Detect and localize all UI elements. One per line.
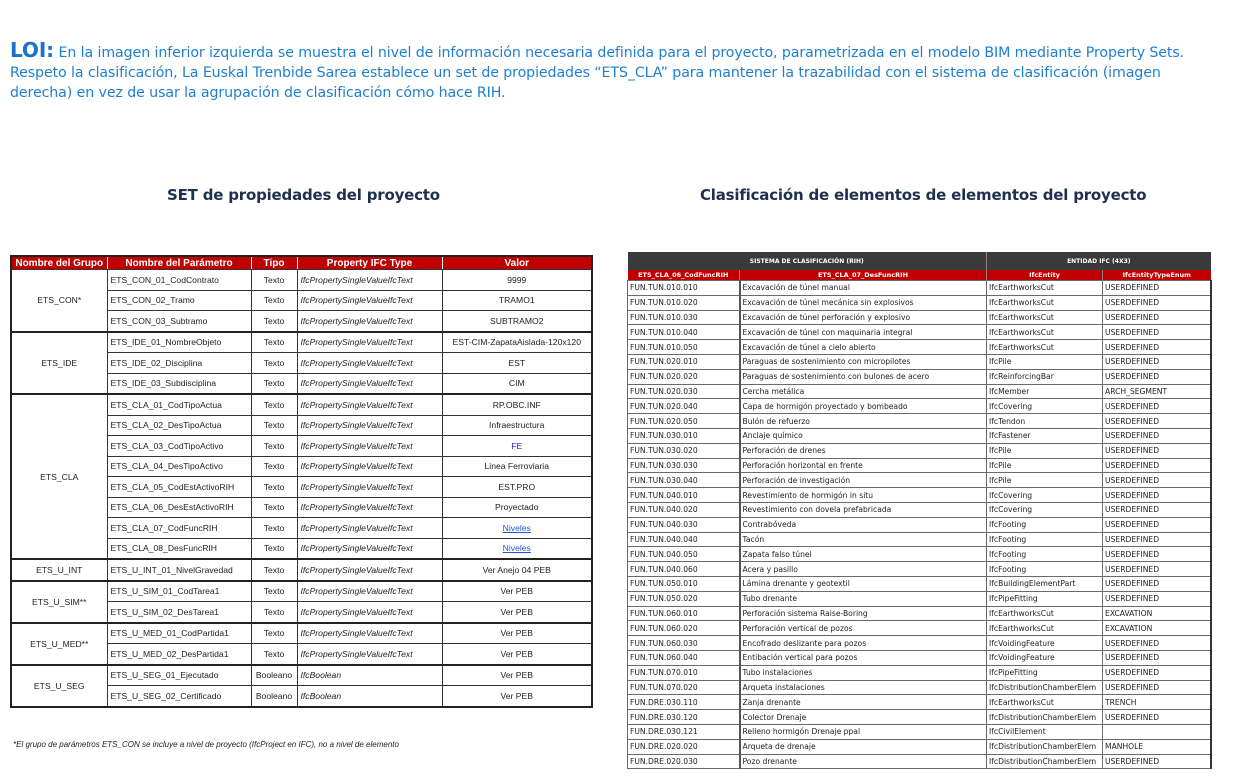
classification-row (628, 517, 1211, 532)
value-cell: EST-CIM-ZapataAislada-120x120 (442, 332, 592, 353)
des-func-cell: Excavación de túnel a cielo abierto (740, 340, 987, 355)
classification-super-header-row (628, 252, 1211, 270)
classification-row (628, 532, 1211, 547)
group-name-cell: ETS_U_MED** (11, 623, 107, 665)
param-name-cell: ETS_CLA_02_DesTipoActua (107, 415, 251, 436)
cod-func-cell: FUN.TUN.040.030 (628, 517, 740, 532)
ifc-enum-cell: EXCAVATION (1103, 621, 1211, 636)
cod-func-cell: FUN.TUN.020.020 (628, 369, 740, 384)
param-name-cell: ETS_CON_03_Subtramo (107, 311, 251, 332)
classification-row (628, 310, 1211, 325)
ifc-entity-cell: IfcFooting (987, 562, 1103, 577)
type-cell: Texto (251, 290, 297, 311)
header-ifc-entity: IfcEntity (987, 270, 1103, 281)
classification-row (628, 281, 1211, 296)
ifc-type-cell: IfcPropertySingleValueIfcText (297, 602, 442, 623)
super-header-classification: SISTEMA DE CLASIFICACIÓN (RIH) (628, 252, 987, 270)
ifc-enum-cell: USERDEFINED (1103, 665, 1211, 680)
footnote: *El grupo de parámetros ETS_CON se incluye a nivel de proyecto (IfcProject en IFC), no a nivel de elemento (13, 740, 399, 749)
des-func-cell: Lámina drenante y geotextil (740, 576, 987, 591)
des-func-cell: Arqueta de drenaje (740, 739, 987, 754)
classification-row (628, 636, 1211, 651)
classification-row (628, 591, 1211, 606)
param-name-cell: ETS_CLA_07_CodFuncRIH (107, 518, 251, 539)
ifc-entity-cell: IfcVoidingFeature (987, 636, 1103, 651)
value-link[interactable]: Niveles (502, 522, 531, 533)
ifc-entity-cell: IfcCivilElement (987, 724, 1103, 739)
group-name-cell: ETS_CON* (11, 270, 107, 332)
des-func-cell: Colector Drenaje (740, 710, 987, 725)
intro-text: En la imagen inferior izquierda se muestra el nivel de información necesaria definida para el proyecto, parametrizada en el modelo BIM mediante Property Sets. Respeto la clasificación, La Euskal Trenbide Sarea establece un set de propiedades “ETS_CLA” para mantener la trazabilidad con el sistema de clasificación (imagen derecha) en vez de usar la agrupación de clasificación cómo hace RIH. (10, 45, 1185, 101)
param-name-cell: ETS_CLA_03_CodTipoActivo (107, 436, 251, 457)
value-cell: Linea Ferroviaria (442, 456, 592, 477)
ifc-type-cell: IfcPropertySingleValueIfcText (297, 436, 442, 457)
type-cell: Texto (251, 353, 297, 374)
des-func-cell: Revestimiento con dovela prefabricada (740, 502, 987, 517)
ifc-entity-cell: IfcEarthworksCut (987, 310, 1103, 325)
classification-row (628, 547, 1211, 562)
ifc-entity-cell: IfcFooting (987, 547, 1103, 562)
ifc-entity-cell: IfcEarthworksCut (987, 695, 1103, 710)
value-cell: Ver PEB (442, 623, 592, 644)
classification-row (628, 399, 1211, 414)
cod-func-cell: FUN.TUN.040.060 (628, 562, 740, 577)
type-cell: Texto (251, 581, 297, 602)
cod-func-cell: FUN.TUN.040.020 (628, 502, 740, 517)
ifc-enum-cell: USERDEFINED (1103, 325, 1211, 340)
ifc-enum-cell: USERDEFINED (1103, 636, 1211, 651)
cod-func-cell: FUN.TUN.060.020 (628, 621, 740, 636)
type-cell: Texto (251, 497, 297, 518)
param-name-cell: ETS_U_INT_01_NivelGravedad (107, 559, 251, 581)
ifc-enum-cell: USERDEFINED (1103, 473, 1211, 488)
ifc-enum-cell: USERDEFINED (1103, 428, 1211, 443)
ifc-enum-cell: USERDEFINED (1103, 354, 1211, 369)
type-cell: Texto (251, 394, 297, 415)
ifc-enum-cell: MANHOLE (1103, 739, 1211, 754)
ifc-type-cell: IfcPropertySingleValueIfcText (297, 581, 442, 602)
cod-func-cell: FUN.TUN.010.030 (628, 310, 740, 325)
value-cell: Ver PEB (442, 644, 592, 665)
cod-func-cell: FUN.TUN.030.030 (628, 458, 740, 473)
cod-func-cell: FUN.TUN.020.030 (628, 384, 740, 399)
ifc-entity-cell: IfcPipeFitting (987, 665, 1103, 680)
ifc-enum-cell: USERDEFINED (1103, 281, 1211, 296)
ifc-enum-cell: EXCAVATION (1103, 606, 1211, 621)
ifc-entity-cell: IfcCovering (987, 399, 1103, 414)
classification-row (628, 502, 1211, 517)
des-func-cell: Encofrado deslizante para pozos (740, 636, 987, 651)
value-cell (442, 518, 592, 539)
value-cell: CIM (442, 373, 592, 394)
cod-func-cell: FUN.TUN.020.010 (628, 354, 740, 369)
value-cell: 9999 (442, 270, 592, 291)
header-param-name: Nombre del Parámetro (107, 256, 251, 270)
value-cell: Ver Anejo 04 PEB (442, 559, 592, 581)
ifc-type-cell: IfcPropertySingleValueIfcText (297, 518, 442, 539)
ifc-enum-cell: USERDEFINED (1103, 399, 1211, 414)
cod-func-cell: FUN.TUN.060.030 (628, 636, 740, 651)
des-func-cell: Perforación de investigación (740, 473, 987, 488)
ifc-entity-cell: IfcMember (987, 384, 1103, 399)
ifc-entity-cell: IfcReinforcingBar (987, 369, 1103, 384)
ifc-enum-cell: USERDEFINED (1103, 562, 1211, 577)
ifc-type-cell: IfcBoolean (297, 686, 442, 707)
des-func-cell: Arqueta instalaciones (740, 680, 987, 695)
type-cell: Texto (251, 415, 297, 436)
param-name-cell: ETS_IDE_03_Subdisciplina (107, 373, 251, 394)
header-type: Tipo (251, 256, 297, 270)
ifc-entity-cell: IfcEarthworksCut (987, 606, 1103, 621)
type-cell: Booleano (251, 686, 297, 707)
cod-func-cell: FUN.TUN.010.010 (628, 281, 740, 296)
type-cell: Texto (251, 538, 297, 559)
classification-row (628, 488, 1211, 503)
ifc-type-cell: IfcPropertySingleValueIfcText (297, 477, 442, 498)
ifc-entity-cell: IfcCovering (987, 488, 1103, 503)
param-name-cell: ETS_CLA_08_DesFuncRIH (107, 538, 251, 559)
cod-func-cell: FUN.TUN.070.010 (628, 665, 740, 680)
property-sets-body (11, 270, 592, 707)
ifc-enum-cell: USERDEFINED (1103, 710, 1211, 725)
type-cell: Texto (251, 602, 297, 623)
value-cell: EST (442, 353, 592, 374)
des-func-cell: Zanja drenante (740, 695, 987, 710)
ifc-entity-cell: IfcEarthworksCut (987, 340, 1103, 355)
cod-func-cell: FUN.TUN.040.010 (628, 488, 740, 503)
classification-row (628, 621, 1211, 636)
ifc-type-cell: IfcPropertySingleValueIfcText (297, 559, 442, 581)
param-name-cell: ETS_IDE_02_Disciplina (107, 353, 251, 374)
ifc-entity-cell: IfcPile (987, 354, 1103, 369)
classification-row (628, 414, 1211, 429)
value-cell: Ver PEB (442, 665, 592, 686)
classification-row (628, 354, 1211, 369)
cod-func-cell: FUN.TUN.050.010 (628, 576, 740, 591)
des-func-cell: Perforación vertical de pozos (740, 621, 987, 636)
des-func-cell: Excavación de túnel perforación y explosivo (740, 310, 987, 325)
ifc-type-cell: IfcPropertySingleValueIfcText (297, 332, 442, 353)
classification-row (628, 606, 1211, 621)
des-func-cell: Anclaje químico (740, 428, 987, 443)
type-cell: Texto (251, 311, 297, 332)
des-func-cell: Paraguas de sostenimiento con micropilotes (740, 354, 987, 369)
ifc-type-cell: IfcPropertySingleValueIfcText (297, 353, 442, 374)
ifc-enum-cell: USERDEFINED (1103, 443, 1211, 458)
cod-func-cell: FUN.TUN.010.050 (628, 340, 740, 355)
param-name-cell: ETS_IDE_01_NombreObjeto (107, 332, 251, 353)
ifc-entity-cell: IfcEarthworksCut (987, 621, 1103, 636)
type-cell: Texto (251, 456, 297, 477)
classification-header-row (628, 270, 1211, 281)
des-func-cell: Cercha metálica (740, 384, 987, 399)
ifc-type-cell: IfcBoolean (297, 665, 442, 686)
des-func-cell: Perforación sistema Raise-Boring (740, 606, 987, 621)
ifc-type-cell: IfcPropertySingleValueIfcText (297, 394, 442, 415)
classification-row (628, 710, 1211, 725)
group-name-cell: ETS_U_INT (11, 559, 107, 581)
property-row (11, 623, 592, 644)
classification-row (628, 665, 1211, 680)
ifc-entity-cell: IfcPipeFitting (987, 591, 1103, 606)
ifc-enum-cell: USERDEFINED (1103, 295, 1211, 310)
value-cell (442, 538, 592, 559)
left-section-title: SET de propiedades del proyecto (167, 186, 440, 204)
ifc-enum-cell: TRENCH (1103, 695, 1211, 710)
ifc-entity-cell: IfcEarthworksCut (987, 295, 1103, 310)
des-func-cell: Relleno hormigón Drenaje ppal (740, 724, 987, 739)
classification-row (628, 724, 1211, 739)
ifc-enum-cell: USERDEFINED (1103, 488, 1211, 503)
property-row (11, 559, 592, 581)
intro-lead: LOI: (10, 38, 55, 62)
ifc-entity-cell: IfcTendon (987, 414, 1103, 429)
classification-row (628, 340, 1211, 355)
classification-row (628, 443, 1211, 458)
des-func-cell: Excavación de túnel manual (740, 281, 987, 296)
des-func-cell: Capa de hormigón proyectado y bombeado (740, 399, 987, 414)
ifc-type-cell: IfcPropertySingleValueIfcText (297, 373, 442, 394)
ifc-enum-cell: USERDEFINED (1103, 517, 1211, 532)
cod-func-cell: FUN.DRE.020.030 (628, 754, 740, 769)
value-cell: SUBTRAMO2 (442, 311, 592, 332)
type-cell: Texto (251, 559, 297, 581)
ifc-entity-cell: IfcEarthworksCut (987, 325, 1103, 340)
value-link[interactable]: Niveles (502, 543, 531, 554)
value-cell: Ver PEB (442, 602, 592, 623)
param-name-cell: ETS_U_MED_02_DesPartida1 (107, 644, 251, 665)
classification-row (628, 650, 1211, 665)
ifc-type-cell: IfcPropertySingleValueIfcText (297, 311, 442, 332)
param-name-cell: ETS_CLA_06_DesEstActivoRIH (107, 497, 251, 518)
des-func-cell: Contrabóveda (740, 517, 987, 532)
type-cell: Texto (251, 644, 297, 665)
ifc-enum-cell: ARCH_SEGMENT (1103, 384, 1211, 399)
des-func-cell: Pozo drenante (740, 754, 987, 769)
cod-func-cell: FUN.TUN.030.040 (628, 473, 740, 488)
cod-func-cell: FUN.DRE.030.121 (628, 724, 740, 739)
des-func-cell: Bulón de refuerzo (740, 414, 987, 429)
des-func-cell: Zapata falso túnel (740, 547, 987, 562)
intro-paragraph (10, 40, 1220, 103)
value-cell (442, 436, 592, 457)
value-cell: Ver PEB (442, 686, 592, 707)
ifc-enum-cell: USERDEFINED (1103, 502, 1211, 517)
cod-func-cell: FUN.TUN.010.020 (628, 295, 740, 310)
classification-table (627, 252, 1212, 769)
group-name-cell: ETS_IDE (11, 332, 107, 395)
classification-row (628, 325, 1211, 340)
param-name-cell: ETS_U_MED_01_CodPartida1 (107, 623, 251, 644)
cod-func-cell: FUN.TUN.060.010 (628, 606, 740, 621)
right-section-title: Clasificación de elementos de elementos del proyecto (700, 186, 1147, 204)
value-text: FE (511, 440, 523, 451)
header-cod-func: ETS_CLA_06_CodFuncRIH (628, 270, 740, 281)
cod-func-cell: FUN.TUN.050.020 (628, 591, 740, 606)
classification-row (628, 473, 1211, 488)
value-cell: RP.OBC.INF (442, 394, 592, 415)
ifc-entity-cell: IfcDistributionChamberElem (987, 754, 1103, 769)
type-cell: Texto (251, 270, 297, 291)
des-func-cell: Entibación vertical para pozos (740, 650, 987, 665)
cod-func-cell: FUN.TUN.070.020 (628, 680, 740, 695)
ifc-enum-cell: USERDEFINED (1103, 650, 1211, 665)
header-des-func: ETS_CLA_07_DesFuncRIH (740, 270, 987, 281)
group-name-cell: ETS_U_SIM** (11, 581, 107, 623)
ifc-entity-cell: IfcCovering (987, 502, 1103, 517)
super-header-ifc-entity: ENTIDAD IFC (4X3) (987, 252, 1211, 270)
type-cell: Texto (251, 477, 297, 498)
ifc-enum-cell: USERDEFINED (1103, 576, 1211, 591)
param-name-cell: ETS_U_SIM_01_CodTarea1 (107, 581, 251, 602)
ifc-type-cell: IfcPropertySingleValueIfcText (297, 290, 442, 311)
ifc-entity-cell: IfcFooting (987, 532, 1103, 547)
classification-row (628, 428, 1211, 443)
param-name-cell: ETS_CON_01_CodContrato (107, 270, 251, 291)
cod-func-cell: FUN.TUN.010.040 (628, 325, 740, 340)
classification-row (628, 369, 1211, 384)
ifc-entity-cell: IfcDistributionChamberElem (987, 710, 1103, 725)
ifc-type-cell: IfcPropertySingleValueIfcText (297, 415, 442, 436)
value-cell: TRAMO1 (442, 290, 592, 311)
cod-func-cell: FUN.DRE.030.110 (628, 695, 740, 710)
type-cell: Texto (251, 623, 297, 644)
des-func-cell: Tubo instalaciones (740, 665, 987, 680)
cod-func-cell: FUN.TUN.030.010 (628, 428, 740, 443)
ifc-enum-cell: USERDEFINED (1103, 547, 1211, 562)
param-name-cell: ETS_U_SEG_02_Certificado (107, 686, 251, 707)
param-name-cell: ETS_CLA_05_CodEstActivoRIH (107, 477, 251, 498)
type-cell: Texto (251, 436, 297, 457)
cod-func-cell: FUN.TUN.040.040 (628, 532, 740, 547)
cod-func-cell: FUN.TUN.030.020 (628, 443, 740, 458)
param-name-cell: ETS_CLA_04_DesTipoActivo (107, 456, 251, 477)
property-row (11, 332, 592, 353)
ifc-entity-cell: IfcBuildingElementPart (987, 576, 1103, 591)
des-func-cell: Tacón (740, 532, 987, 547)
classification-row (628, 295, 1211, 310)
group-name-cell: ETS_U_SEG (11, 665, 107, 707)
property-row (11, 270, 592, 291)
ifc-entity-cell: IfcEarthworksCut (987, 281, 1103, 296)
property-sets-header-row (11, 256, 592, 270)
type-cell: Booleano (251, 665, 297, 686)
ifc-entity-cell: IfcFooting (987, 517, 1103, 532)
param-name-cell: ETS_CON_02_Tramo (107, 290, 251, 311)
param-name-cell: ETS_CLA_01_CodTipoActua (107, 394, 251, 415)
des-func-cell: Excavación de túnel mecánica sin explosivos (740, 295, 987, 310)
ifc-enum-cell: USERDEFINED (1103, 369, 1211, 384)
ifc-entity-cell: IfcPile (987, 473, 1103, 488)
ifc-entity-cell: IfcPile (987, 443, 1103, 458)
header-group-name: Nombre del Grupo (11, 256, 107, 270)
des-func-cell: Revestimiento de hormigón in situ (740, 488, 987, 503)
des-func-cell: Paraguas de sostenimiento con bulones de acero (740, 369, 987, 384)
header-value: Valor (442, 256, 592, 270)
classification-row (628, 562, 1211, 577)
ifc-enum-cell: USERDEFINED (1103, 680, 1211, 695)
ifc-enum-cell: USERDEFINED (1103, 754, 1211, 769)
ifc-entity-cell: IfcFastener (987, 428, 1103, 443)
classification-row (628, 576, 1211, 591)
value-cell: EST.PRO (442, 477, 592, 498)
param-name-cell: ETS_U_SEG_01_Ejecutado (107, 665, 251, 686)
des-func-cell: Tubo drenante (740, 591, 987, 606)
ifc-type-cell: IfcPropertySingleValueIfcText (297, 456, 442, 477)
group-name-cell: ETS_CLA (11, 394, 107, 559)
ifc-type-cell: IfcPropertySingleValueIfcText (297, 497, 442, 518)
classification-row (628, 384, 1211, 399)
ifc-type-cell: IfcPropertySingleValueIfcText (297, 270, 442, 291)
des-func-cell: Acera y pasillo (740, 562, 987, 577)
ifc-entity-cell: IfcPile (987, 458, 1103, 473)
header-ifc-type: Property IFC Type (297, 256, 442, 270)
classification-row (628, 458, 1211, 473)
ifc-enum-cell: USERDEFINED (1103, 591, 1211, 606)
value-cell: Proyectado (442, 497, 592, 518)
cod-func-cell: FUN.DRE.030.120 (628, 710, 740, 725)
cod-func-cell: FUN.TUN.020.050 (628, 414, 740, 429)
type-cell: Texto (251, 373, 297, 394)
ifc-enum-cell: USERDEFINED (1103, 458, 1211, 473)
type-cell: Texto (251, 332, 297, 353)
ifc-enum-cell: USERDEFINED (1103, 310, 1211, 325)
classification-row (628, 680, 1211, 695)
des-func-cell: Perforación horizontal en frente (740, 458, 987, 473)
cod-func-cell: FUN.TUN.040.050 (628, 547, 740, 562)
ifc-enum-cell: USERDEFINED (1103, 414, 1211, 429)
ifc-type-cell: IfcPropertySingleValueIfcText (297, 623, 442, 644)
ifc-type-cell: IfcPropertySingleValueIfcText (297, 644, 442, 665)
value-cell: Ver PEB (442, 581, 592, 602)
property-sets-table (10, 255, 593, 708)
cod-func-cell: FUN.TUN.060.040 (628, 650, 740, 665)
ifc-enum-cell: USERDEFINED (1103, 340, 1211, 355)
classification-row (628, 695, 1211, 710)
cod-func-cell: FUN.DRE.020.020 (628, 739, 740, 754)
value-cell: Infraestructura (442, 415, 592, 436)
property-row (11, 581, 592, 602)
cod-func-cell: FUN.TUN.020.040 (628, 399, 740, 414)
property-row (11, 665, 592, 686)
property-row (11, 394, 592, 415)
type-cell: Texto (251, 518, 297, 539)
des-func-cell: Excavación de túnel con maquinaria integral (740, 325, 987, 340)
header-ifc-enum: IfcEntityTypeEnum (1103, 270, 1211, 281)
ifc-type-cell: IfcPropertySingleValueIfcText (297, 538, 442, 559)
classification-row (628, 739, 1211, 754)
ifc-entity-cell: IfcDistributionChamberElem (987, 739, 1103, 754)
param-name-cell: ETS_U_SIM_02_DesTarea1 (107, 602, 251, 623)
ifc-enum-cell (1103, 724, 1211, 739)
ifc-entity-cell: IfcDistributionChamberElem (987, 680, 1103, 695)
ifc-enum-cell: USERDEFINED (1103, 532, 1211, 547)
ifc-entity-cell: IfcVoidingFeature (987, 650, 1103, 665)
classification-row (628, 754, 1211, 769)
des-func-cell: Perforación de drenes (740, 443, 987, 458)
classification-body (628, 281, 1211, 769)
